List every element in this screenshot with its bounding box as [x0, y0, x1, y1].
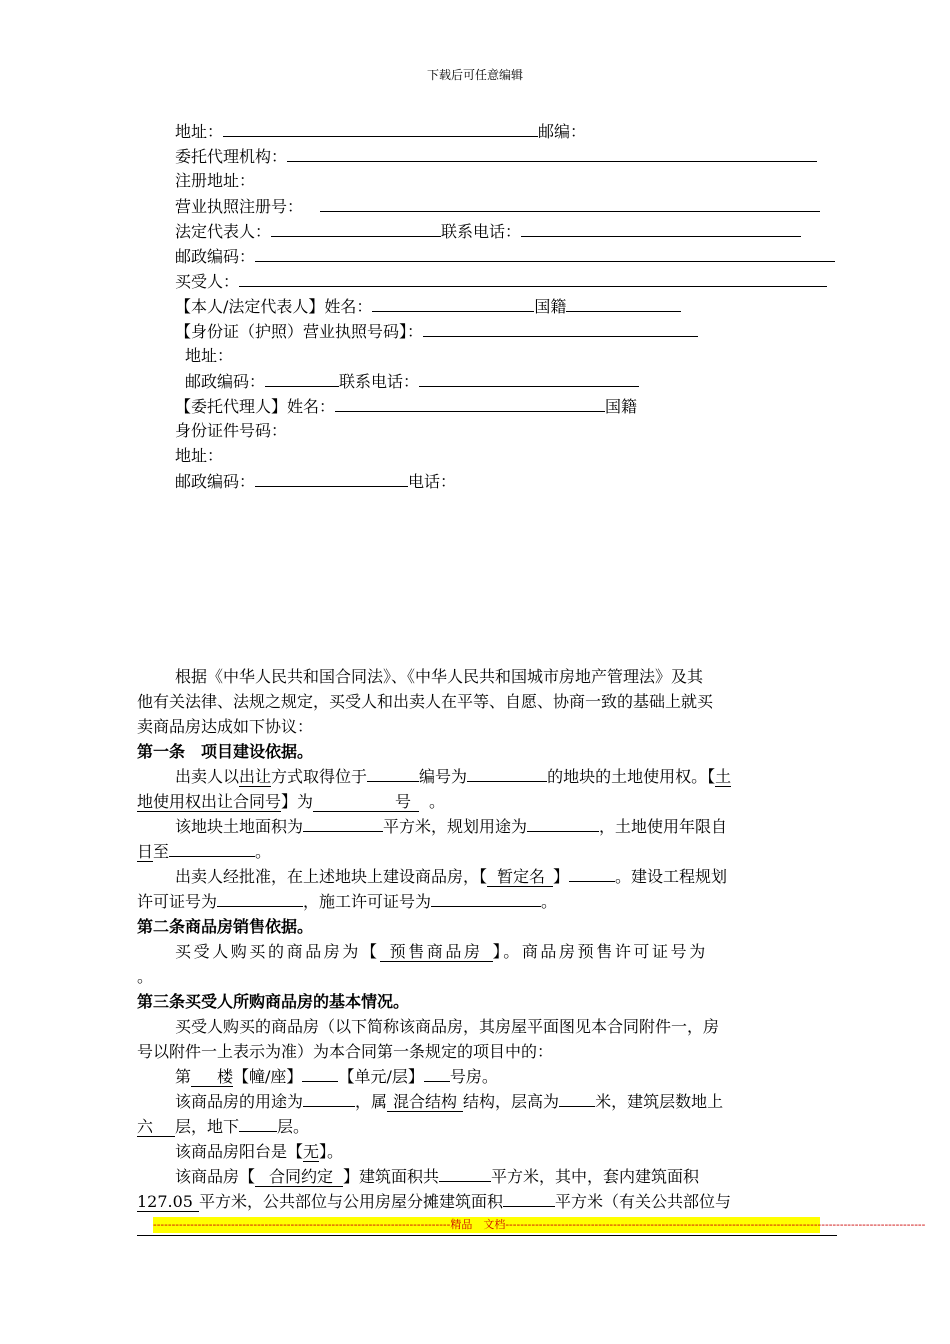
- article-1-title: 第一条 项目建设依据。: [137, 742, 314, 761]
- article-3-line-6: 该商品房阳台是【无】。: [175, 1142, 344, 1161]
- buyer-name-line: 【本人/法定代表人】姓名： 国籍: [175, 296, 681, 317]
- article-3-line-5: 六 层，地下 层。: [137, 1117, 310, 1136]
- article-1-line-5: 出卖人经批准，在上述地块上建设商品房，【 暂定名 】 。建设工程规划: [175, 867, 728, 886]
- agent-name-line: 【委托代理人】姓名： 国籍: [175, 397, 638, 416]
- article-3-line-1: 买受人购买的商品房（以下简称该商品房，其房屋平面图见本合同附件一，房: [175, 1017, 720, 1036]
- article-2-title: 第二条商品房销售依据。: [137, 917, 314, 936]
- article-3-line-7: 该商品房【 合同约定 】建筑面积共 平方米，其中，套内建筑面积: [175, 1167, 700, 1186]
- article-3-line-3: 第 楼【幢/座】 【单元/层】 号房。: [175, 1067, 498, 1086]
- footer-label: 精品 文档: [450, 1218, 506, 1231]
- agent-id-line: 身份证件号码：: [175, 421, 288, 440]
- article-3-line-8: 127.05 平方米，公共部位与公用房屋分摊建筑面积 平方米（有关公共部位与: [137, 1192, 732, 1211]
- article-3-title: 第三条买受人所购商品房的基本情况。: [137, 992, 410, 1011]
- buyer-address-line: 地址：: [185, 346, 234, 365]
- legal-rep-line: 法定代表人： 联系电话：: [175, 221, 801, 242]
- article-3-line-2: 号以附件一上表示为准）为本合同第一条规定的项目中的：: [137, 1042, 554, 1061]
- buyer-id-line: 【身份证（护照）营业执照号码】：: [175, 321, 698, 342]
- footer-banner: --------------------------------------------------------------------------------精品 文档-----------------------------------------------------------------------------------------------------------------: [153, 1218, 926, 1231]
- article-1-line-2: 地使用权出让合同号】为 号 。: [137, 792, 446, 811]
- page-header: 下载后可任意编辑: [426, 68, 523, 82]
- buyer-postcode-line: 邮政编码： 联系电话：: [185, 371, 639, 392]
- article-1-line-4: 日至 。: [137, 842, 272, 861]
- article-1-line-6: 许可证号为 ，施工许可证号为 。: [137, 892, 558, 911]
- preamble-line-2: 他有关法律、法规之规定，买受人和出卖人在平等、自愿、协商一致的基础上就买: [137, 692, 714, 711]
- article-2-line-1: 买受人购买的商品房为【 预售商品房 】。商品房预售许可证号为: [175, 942, 708, 961]
- article-1-line-3: 该地块土地面积为 平方米，规划用途为 ，土地使用年限自: [175, 817, 728, 836]
- footer-rule: [137, 1235, 837, 1236]
- preamble-line-3: 卖商品房达成如下协议：: [137, 717, 314, 736]
- license-line: 营业执照注册号：: [175, 196, 820, 217]
- buyer-line: 买受人：: [175, 271, 827, 292]
- article-3-line-4: 该商品房的用途为 ，属 混合结构 结构，层高为 米，建筑层数地上: [175, 1092, 724, 1111]
- agency-line: 委托代理机构：: [175, 146, 817, 167]
- seller-address-line: 地址： 邮编：: [175, 122, 587, 141]
- preamble-line-1: 根据《中华人民共和国合同法》、《中华人民共和国城市房地产管理法》及其: [175, 667, 704, 686]
- postcode-line: 邮政编码：: [175, 246, 835, 267]
- reg-address-line: 注册地址：: [175, 171, 256, 190]
- article-1-line-1: 出卖人以出让方式取得位于 编号为 的地块的土地使用权。【土: [175, 767, 732, 786]
- article-2-line-2: 。: [137, 967, 154, 986]
- agent-address-line: 地址：: [175, 446, 224, 465]
- agent-postcode-line: 邮政编码： 电话：: [175, 472, 457, 491]
